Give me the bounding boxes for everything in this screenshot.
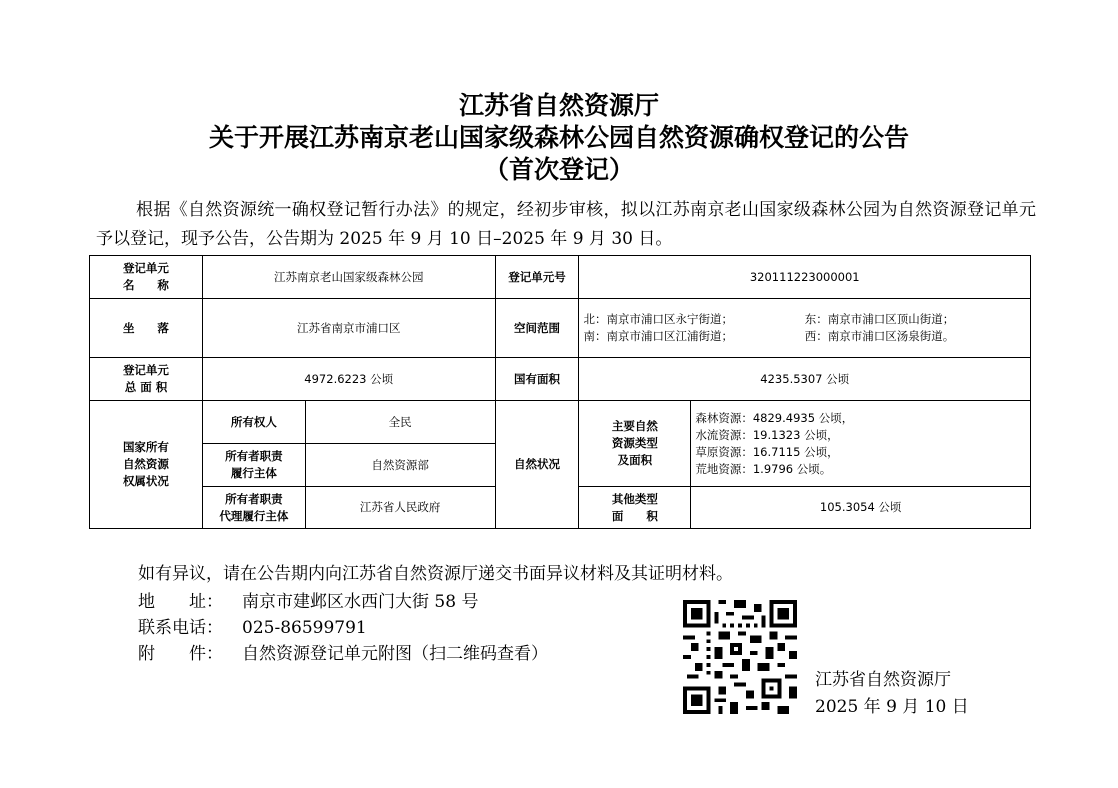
- location-label: 坐 落: [90, 299, 203, 358]
- space-range-value: [579, 299, 1031, 358]
- grass-resource: 草原资源：16.7115 公顷，: [695, 444, 839, 459]
- intro-paragraph: 根据《自然资源统一确权登记暂行办法》的规定，经初步审核，拟以江苏南京老山国家级森林公园为自然资源登记单元予以登记，现予公告，公告期为 2025 年 9 月 10 日–2025 年 9 月 30 日。: [96, 200, 1036, 249]
- phone-label: 联系电话：: [138, 618, 223, 638]
- state-area-value: 4235.5307 公顷: [579, 358, 1031, 401]
- other-type-label: 其他类型 面 积: [579, 487, 691, 529]
- ownership-label: 国家所有 自然资源 权属状况: [90, 401, 203, 529]
- total-area-label: 登记单元 总 面 积: [90, 358, 203, 401]
- unit-name-value: 江苏南京老山国家级森林公园: [202, 256, 495, 299]
- other-type-value: 105.3054 公顷: [691, 487, 1031, 529]
- waste-resource: 荒地资源：1.9796 公顷。: [695, 461, 832, 476]
- location-value: 江苏省南京市浦口区: [202, 299, 495, 358]
- agent-label: 所有者职责 代理履行主体: [202, 487, 305, 529]
- attachment-line: [138, 639, 548, 664]
- phone-value: 025-86599791: [242, 618, 367, 638]
- address-line: [138, 587, 478, 612]
- qr-code-icon[interactable]: [683, 600, 797, 714]
- range-south: 南：南京市浦口区江浦街道；: [583, 329, 733, 343]
- title-line-2: 关于开展江苏南京老山国家级森林公园自然资源确权登记的公告: [208, 123, 909, 152]
- attachment-value: 自然资源登记单元附图（扫二维码查看）: [242, 644, 548, 664]
- address-value: 南京市建邺区水西门大街 58 号: [242, 592, 479, 612]
- unit-no-value: 320111223000001: [579, 256, 1031, 299]
- range-east: 东：南京市浦口区顶山街道；: [804, 312, 955, 326]
- duty-value: 自然资源部: [305, 444, 495, 487]
- state-area-label: 国有面积: [495, 358, 579, 401]
- registration-table: [89, 255, 1031, 529]
- duty-label: 所有者职责 履行主体: [202, 444, 305, 487]
- space-range-label: 空间范围: [495, 299, 579, 358]
- unit-no-label: 登记单元号: [495, 256, 579, 299]
- title-line-3: （首次登记）: [483, 155, 634, 184]
- main-type-label: 主要自然 资源类型 及面积: [579, 401, 691, 487]
- total-area-value: 4972.6223 公顷: [202, 358, 495, 401]
- title-line-1: 江苏省自然资源厅: [458, 91, 659, 120]
- range-west: 西：南京市浦口区汤泉街道。: [804, 329, 955, 343]
- signature-date: 2025 年 9 月 10 日: [815, 697, 969, 717]
- owner-value: 全民: [305, 401, 495, 444]
- unit-name-label: 登记单元 名 称: [90, 256, 203, 299]
- forest-resource: 森林资源：4829.4935 公顷，: [695, 410, 854, 425]
- water-resource: 水流资源：19.1323 公顷，: [695, 427, 839, 442]
- phone-line: [138, 613, 367, 638]
- agent-value: 江苏省人民政府: [305, 487, 495, 529]
- owner-label: 所有权人: [202, 401, 305, 444]
- attachment-label: 附 件：: [138, 644, 223, 664]
- address-label: 地 址：: [138, 592, 223, 612]
- nature-label: 自然状况: [495, 401, 579, 529]
- range-north: 北：南京市浦口区永宁街道；: [583, 312, 733, 326]
- objection-text: 如有异议，请在公告期内向江苏省自然资源厅递交书面异议材料及其证明材料。: [138, 564, 733, 584]
- main-type-value: [691, 401, 1031, 487]
- signature-org: 江苏省自然资源厅: [815, 670, 951, 690]
